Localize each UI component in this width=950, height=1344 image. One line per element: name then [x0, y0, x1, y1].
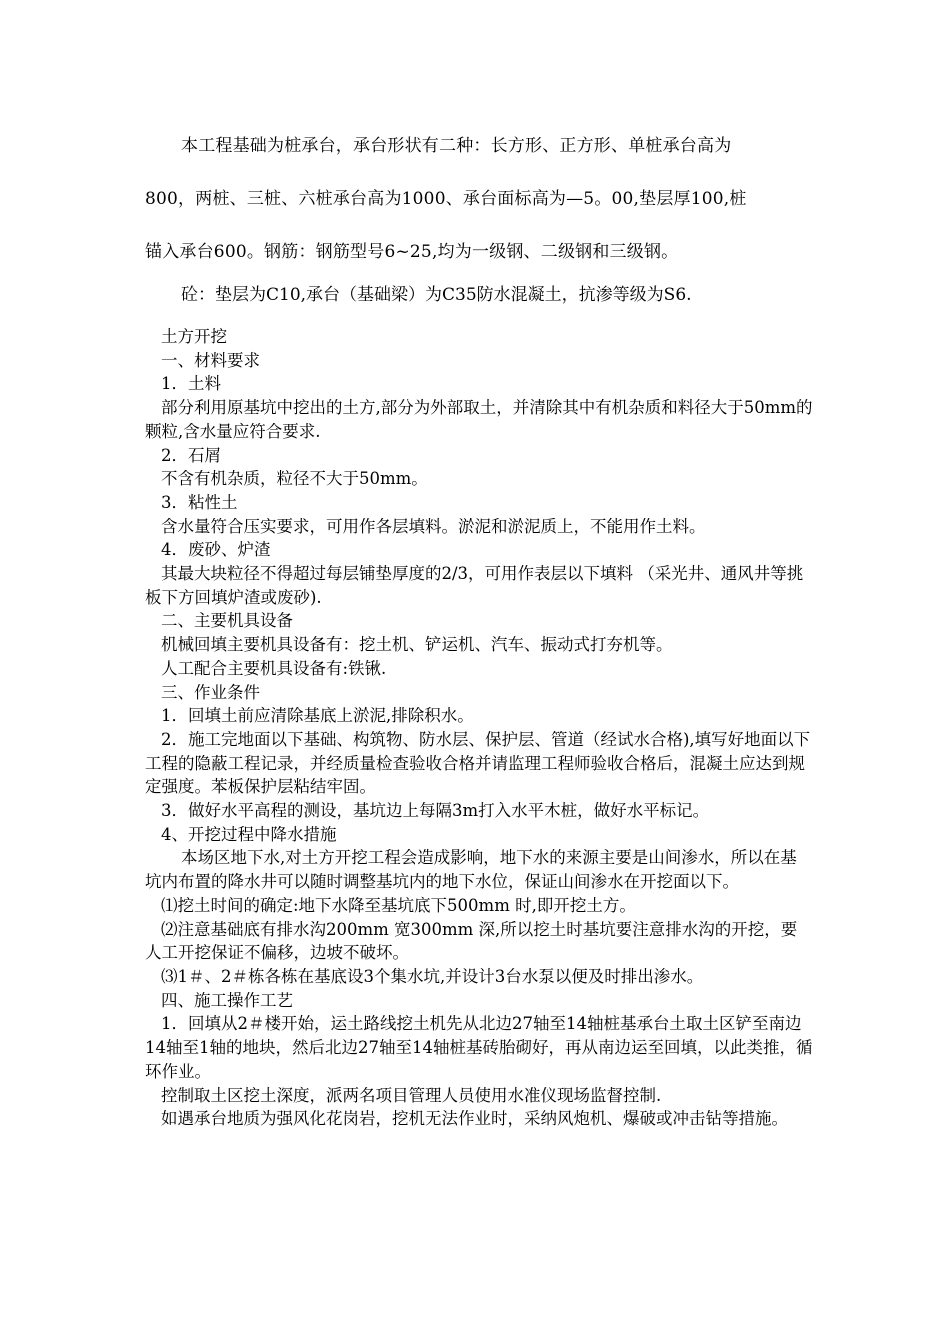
concrete-spec: 砼：垫层为C10,承台（基础梁）为C35防水混凝土，抗渗等级为S6.: [181, 285, 692, 305]
paragraph: 2．施工完地面以下基础、构筑物、防水层、保护层、管道（经试水合格),填写好地面以下工程的隐蔽工程记录，并经质量检查验收合格并请监理工程师验收合格后，混凝土应达到规定强度。苯板保护层粘结牢固。: [145, 729, 811, 797]
section-heading: 一、材料要求: [161, 350, 260, 370]
section-title: 土方开挖: [161, 327, 227, 346]
paragraph: 本场区地下水,对土方开挖工程会造成影响，地下水的来源主要是山间渗水，所以在基坑内布置的降水井可以随时调整基坑内的地下水位，保证山间渗水在开挖面以下。: [145, 848, 797, 892]
item-heading: 1．土料: [161, 374, 221, 394]
paragraph: 含水量符合压实要求，可用作各层填料。淤泥和淤泥质上，不能用作土料。: [161, 516, 706, 536]
item-heading: 4、开挖过程中降水措施: [161, 824, 337, 844]
section-heading: 四、施工操作工艺: [161, 990, 293, 1010]
intro-line: 本工程基础为桩承台，承台形状有二种：长方形、正方形、单桩承台高为: [181, 136, 732, 156]
item-heading: 3．粘性土: [161, 492, 238, 512]
item-heading: 2．石屑: [161, 445, 221, 465]
section-heading: 三、作业条件: [161, 682, 260, 702]
paragraph: 1．回填土前应清除基底上淤泥,排除积水。: [161, 706, 474, 726]
paragraph: 如遇承台地质为强风化花岗岩，挖机无法作业时，采纳风炮机、爆破或冲击钻等措施。: [161, 1109, 788, 1129]
item-heading: 4．废砂、炉渣: [161, 540, 271, 560]
paragraph: 部分利用原基坑中挖出的土方,部分为外部取土，并清除其中有机杂质和料径大于50mm的颗粒,含水量应符合要求.: [145, 398, 813, 441]
paragraph: 机械回填主要机具设备有：挖土机、铲运机、汽车、振动式打夯机等。: [161, 635, 673, 655]
intro-paragraph: [145, 120, 815, 279]
paragraph: ⑴挖土时间的确定:地下水降至基坑底下500mm 时,即开挖土方。: [161, 895, 636, 915]
intro-line: 800，两桩、三桩、六桩承台高为1000、承台面标高为—5。00,垫层厚100,桩: [145, 189, 747, 209]
paragraph: 3．做好水平高程的测设，基坑边上每隔3m打入水平木桩，做好水平标记。: [161, 801, 710, 821]
construction-text: [145, 325, 813, 1131]
paragraph: 人工配合主要机具设备有:铁锹.: [161, 658, 387, 678]
paragraph: 1．回填从2＃楼开始，运土路线挖土机先从北边27轴至14轴桩基承台土取土区铲至南边14轴至1轴的地块，然后北边27轴至14轴桩基砖胎砌好，再从南边运至回填，以此类推，循环作业。: [145, 1014, 813, 1081]
paragraph: 其最大块粒径不得超过每层铺垫厚度的2/3，可用作表层以下填料 （采光井、通风井等挑板下方回填炉渣或废砂).: [145, 564, 804, 607]
paragraph: 控制取土区挖土深度，派两名项目管理人员使用水准仪现场监督控制.: [161, 1085, 662, 1105]
section-heading: 二、主要机具设备: [161, 611, 293, 631]
paragraph: 不含有机杂质，粒径不大于50mm。: [161, 469, 428, 489]
paragraph: ⑶1＃、2＃栋各栋在基底设3个集水坑,并设计3台水泵以便及时排出渗水。: [161, 966, 704, 986]
paragraph: ⑵注意基础底有排水沟200mm 宽300mm 深,所以挖土时基坑要注意排水沟的开挖，要人工开挖保证不偏移，边坡不破坏。: [145, 919, 798, 963]
intro-line: 锚入承台600。钢筋：钢筋型号6~25,均为一级钢、二级钢和三级钢。: [145, 242, 679, 262]
